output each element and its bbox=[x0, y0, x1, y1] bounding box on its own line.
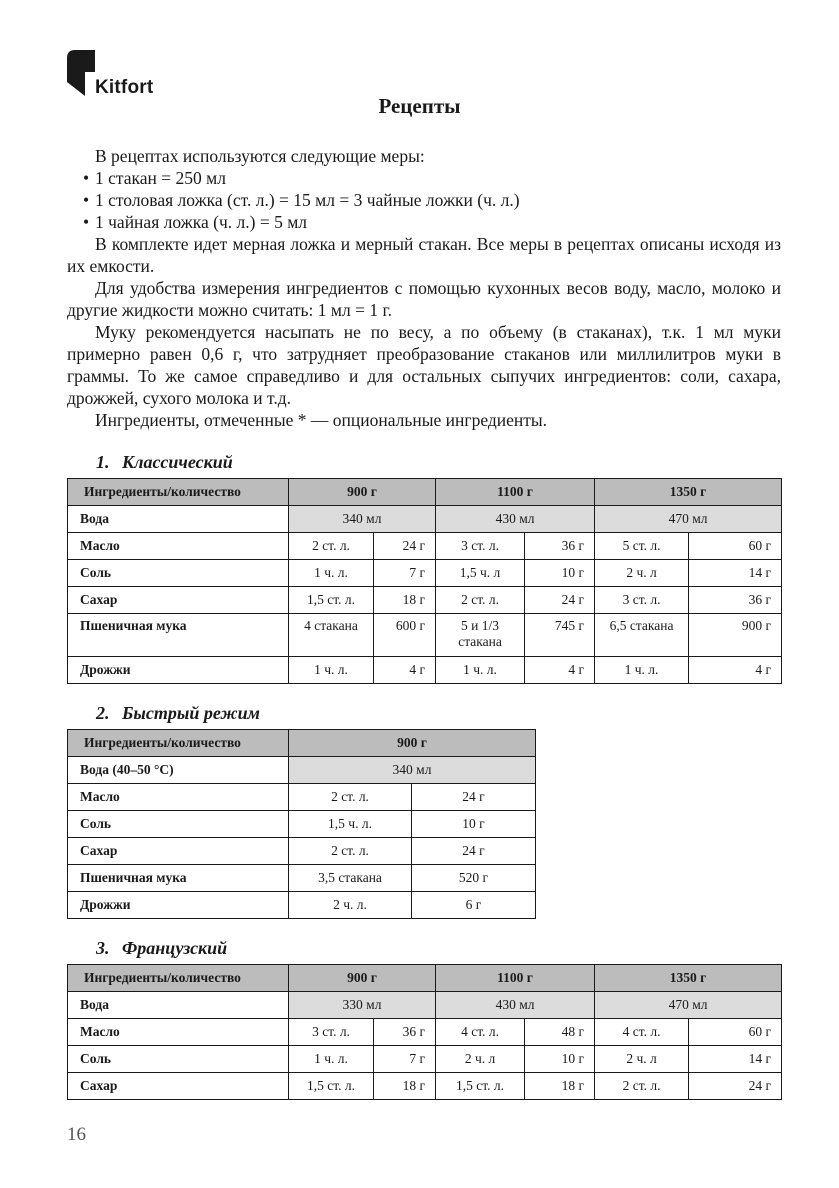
amount-weight: 745 г bbox=[525, 614, 595, 657]
intro-paragraph: В комплекте идет мерная ложка и мерный стакан. Все меры в рецептах описаны исходя из их емкости. bbox=[67, 234, 781, 276]
ingredient-name: Вода bbox=[68, 992, 289, 1019]
ingredient-name: Масло bbox=[68, 784, 289, 811]
measure-item: • 1 столовая ложка (ст. л.) = 15 мл = 3 чайные ложки (ч. л.) bbox=[67, 189, 781, 211]
table-row bbox=[68, 506, 782, 533]
ingredient-name: Вода bbox=[68, 506, 289, 533]
table-row bbox=[68, 838, 536, 865]
intro-text bbox=[67, 145, 781, 431]
amount-weight: 24 г bbox=[412, 838, 536, 865]
table-row bbox=[68, 892, 536, 919]
amount-measure: 3 ст. л. bbox=[289, 1019, 374, 1046]
amount-measure: 2 ст. л. bbox=[595, 1073, 689, 1100]
table-row bbox=[68, 533, 782, 560]
measure-item: • 1 стакан = 250 мл bbox=[67, 167, 781, 189]
table-row bbox=[68, 1019, 782, 1046]
recipe-number: 3. bbox=[96, 938, 110, 958]
amount-weight: 4 г bbox=[374, 657, 436, 684]
amount-measure: 1,5 ч. л bbox=[436, 560, 525, 587]
amount-weight: 18 г bbox=[374, 1073, 436, 1100]
ingredients-header: Ингредиенты/количество bbox=[68, 479, 289, 506]
amount-measure: 2 ч. л bbox=[595, 560, 689, 587]
amount-measure: 2 ст. л. bbox=[289, 784, 412, 811]
amount-weight: 520 г bbox=[412, 865, 536, 892]
size-header: 900 г bbox=[289, 965, 436, 992]
table-row bbox=[68, 614, 782, 657]
table-row bbox=[68, 992, 782, 1019]
table-row bbox=[68, 587, 782, 614]
water-value: 330 мл bbox=[289, 992, 436, 1019]
amount-weight: 60 г bbox=[689, 1019, 782, 1046]
water-value: 470 мл bbox=[595, 506, 782, 533]
table-row bbox=[68, 757, 536, 784]
amount-measure: 1 ч. л. bbox=[289, 657, 374, 684]
ingredient-name: Соль bbox=[68, 811, 289, 838]
ingredient-name: Сахар bbox=[68, 838, 289, 865]
amount-measure: 6,5 стакана bbox=[595, 614, 689, 657]
amount-measure: 5 ст. л. bbox=[595, 533, 689, 560]
intro-paragraph: Муку рекомендуется насыпать не по весу, а по объему (в стаканах), т.к. 1 мл муки примерно равен 0,6 г, что затрудняет преобразование стаканов или миллилитров муки в граммы. То же самое справедливо и для остальных сыпучих ингредиентов: соли, сахара, дрожжей, сухого молока и т.д. bbox=[67, 322, 781, 408]
recipe-table-classic bbox=[67, 478, 782, 684]
table-row bbox=[68, 811, 536, 838]
amount-measure: 1 ч. л. bbox=[436, 657, 525, 684]
amount-measure: 1,5 ст. л. bbox=[289, 587, 374, 614]
amount-measure: 4 ст. л. bbox=[436, 1019, 525, 1046]
ingredient-name: Масло bbox=[68, 533, 289, 560]
water-value: 430 мл bbox=[436, 992, 595, 1019]
ingredients-header: Ингредиенты/количество bbox=[68, 730, 289, 757]
amount-measure: 1 ч. л. bbox=[595, 657, 689, 684]
ingredient-name: Дрожжи bbox=[68, 657, 289, 684]
recipe-number: 1. bbox=[96, 452, 110, 472]
amount-weight: 24 г bbox=[689, 1073, 782, 1100]
amount-measure: 5 и 1/3 стакана bbox=[436, 614, 525, 657]
amount-measure: 2 ч. л. bbox=[289, 892, 412, 919]
page-number: 16 bbox=[67, 1124, 86, 1145]
amount-weight: 18 г bbox=[525, 1073, 595, 1100]
amount-weight: 900 г bbox=[689, 614, 782, 657]
amount-weight: 600 г bbox=[374, 614, 436, 657]
ingredient-name: Дрожжи bbox=[68, 892, 289, 919]
measure-list bbox=[67, 167, 781, 233]
measure-item: • 1 чайная ложка (ч. л.) = 5 мл bbox=[67, 211, 781, 233]
amount-measure: 1,5 ст. л. bbox=[289, 1073, 374, 1100]
ingredient-name: Сахар bbox=[68, 1073, 289, 1100]
amount-measure: 1,5 ст. л. bbox=[436, 1073, 525, 1100]
size-header: 1350 г bbox=[595, 479, 782, 506]
amount-weight: 10 г bbox=[525, 560, 595, 587]
water-value: 340 мл bbox=[289, 506, 436, 533]
amount-weight: 4 г bbox=[525, 657, 595, 684]
ingredients-header: Ингредиенты/количество bbox=[68, 965, 289, 992]
amount-weight: 6 г bbox=[412, 892, 536, 919]
amount-weight: 36 г bbox=[525, 533, 595, 560]
table-row bbox=[68, 1073, 782, 1100]
recipe-title bbox=[96, 703, 260, 724]
amount-measure: 2 ч. л bbox=[436, 1046, 525, 1073]
table-row bbox=[68, 784, 536, 811]
recipe-table-quick bbox=[67, 729, 536, 919]
water-value: 340 мл bbox=[289, 757, 536, 784]
ingredient-name: Соль bbox=[68, 560, 289, 587]
amount-measure: 3,5 стакана bbox=[289, 865, 412, 892]
page-title: Рецепты bbox=[378, 94, 461, 118]
amount-measure: 2 ст. л. bbox=[289, 838, 412, 865]
ingredient-name: Вода (40–50 °C) bbox=[68, 757, 289, 784]
recipe-name: Французский bbox=[122, 938, 228, 958]
amount-measure: 1,5 ч. л. bbox=[289, 811, 412, 838]
recipe-name: Быстрый режим bbox=[122, 703, 260, 723]
amount-weight: 60 г bbox=[689, 533, 782, 560]
water-value: 430 мл bbox=[436, 506, 595, 533]
kitfort-logo-mark-icon bbox=[67, 50, 95, 96]
size-header: 900 г bbox=[289, 479, 436, 506]
size-header: 1350 г bbox=[595, 965, 782, 992]
amount-measure: 3 ст. л. bbox=[436, 533, 525, 560]
ingredient-name: Сахар bbox=[68, 587, 289, 614]
recipe-table-french bbox=[67, 964, 782, 1100]
amount-weight: 18 г bbox=[374, 587, 436, 614]
amount-weight: 48 г bbox=[525, 1019, 595, 1046]
amount-weight: 10 г bbox=[525, 1046, 595, 1073]
amount-weight: 7 г bbox=[374, 560, 436, 587]
intro-paragraph: Для удобства измерения ингредиентов с помощью кухонных весов воду, масло, молоко и другие жидкости можно считать: 1 мл = 1 г. bbox=[67, 278, 781, 320]
recipe-title bbox=[96, 938, 227, 959]
table-row bbox=[68, 560, 782, 587]
amount-measure: 2 ч. л bbox=[595, 1046, 689, 1073]
table-row bbox=[68, 657, 782, 684]
recipe-title bbox=[96, 452, 233, 473]
brand-name: Kitfort bbox=[95, 77, 154, 98]
amount-measure: 4 ст. л. bbox=[595, 1019, 689, 1046]
amount-weight: 14 г bbox=[689, 1046, 782, 1073]
intro-paragraph: Ингредиенты, отмеченные * — опциональные ингредиенты. bbox=[95, 410, 548, 430]
amount-weight: 4 г bbox=[689, 657, 782, 684]
amount-measure: 1 ч. л. bbox=[289, 560, 374, 587]
amount-weight: 7 г bbox=[374, 1046, 436, 1073]
amount-measure: 4 стакана bbox=[289, 614, 374, 657]
amount-weight: 24 г bbox=[374, 533, 436, 560]
ingredient-name: Соль bbox=[68, 1046, 289, 1073]
recipe-name: Классический bbox=[122, 452, 233, 472]
intro-lead: В рецептах используются следующие меры: bbox=[95, 146, 425, 166]
amount-weight: 24 г bbox=[525, 587, 595, 614]
amount-weight: 14 г bbox=[689, 560, 782, 587]
amount-measure: 2 ст. л. bbox=[436, 587, 525, 614]
amount-measure: 3 ст. л. bbox=[595, 587, 689, 614]
amount-weight: 24 г bbox=[412, 784, 536, 811]
amount-measure: 2 ст. л. bbox=[289, 533, 374, 560]
table-row bbox=[68, 1046, 782, 1073]
ingredient-name: Масло bbox=[68, 1019, 289, 1046]
amount-weight: 36 г bbox=[374, 1019, 436, 1046]
recipe-number: 2. bbox=[96, 703, 110, 723]
amount-weight: 36 г bbox=[689, 587, 782, 614]
amount-weight: 10 г bbox=[412, 811, 536, 838]
size-header: 1100 г bbox=[436, 965, 595, 992]
table-row bbox=[68, 865, 536, 892]
water-value: 470 мл bbox=[595, 992, 782, 1019]
ingredient-name: Пшеничная мука bbox=[68, 614, 289, 657]
amount-measure: 1 ч. л. bbox=[289, 1046, 374, 1073]
ingredient-name: Пшеничная мука bbox=[68, 865, 289, 892]
size-header: 1100 г bbox=[436, 479, 595, 506]
size-header: 900 г bbox=[289, 730, 536, 757]
